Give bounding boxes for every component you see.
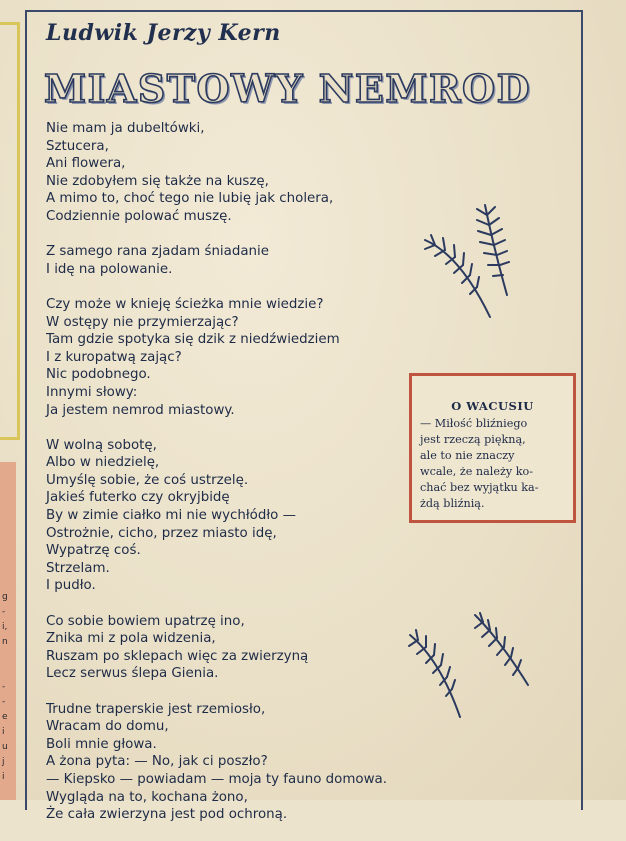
poem-line: Wracam do domu, <box>46 719 169 735</box>
poem-stanza <box>46 243 426 278</box>
margin-fragment: - <box>2 682 6 692</box>
margin-fragment <box>2 665 14 680</box>
margin-fragment: i, <box>2 622 8 632</box>
poem-line: Czy może w knieję ścieżka mnie wiedzie? <box>46 296 324 312</box>
adjacent-page-yellow-frame <box>0 22 20 440</box>
poem-stanza <box>46 437 426 595</box>
poem-line: Wypatrzę coś. <box>46 543 141 559</box>
sidebar-box-o-wacusiu <box>409 373 576 523</box>
poem-line: Ani flowera, <box>46 156 126 172</box>
margin-fragment: u <box>2 742 8 752</box>
poem-line: A żona pyta: — No, jak ci poszło? <box>46 754 268 770</box>
sidebar-box-line: — Miłość bliźniego <box>420 417 528 430</box>
poem-line: Nic podobnego. <box>46 367 151 383</box>
poem-line: Tam gdzie spotyka się dzik z niedźwiedziem <box>46 332 340 348</box>
sidebar-box-title: O WACUSIU <box>451 399 534 413</box>
poem-line: Nie mam ja dubeltówki, <box>46 121 205 136</box>
poem-line: Trudne traperskie jest rzemiosło, <box>46 701 266 717</box>
poem-stanza <box>46 701 426 824</box>
margin-fragment: n <box>2 637 8 647</box>
sidebar-box-line: jest rzeczą piękną, <box>420 433 526 446</box>
poem-line: W ostępy nie przymierzając? <box>46 314 239 330</box>
poem-line: I pudło. <box>46 578 96 594</box>
author-name: Ludwik Jerzy Kern <box>46 20 281 46</box>
poem-line: Ja jestem nemrod miastowy. <box>46 402 235 418</box>
poem-line: Lecz serwus ślepa Gienia. <box>46 666 219 682</box>
poem-line: By w zimie ciałko mi nie wychłódło — <box>46 508 296 524</box>
poem-line: Albo w niedzielę, <box>46 455 160 471</box>
margin-fragment: j <box>2 757 5 767</box>
margin-fragment: i <box>2 727 5 737</box>
poem-title: MIASTOWY NEMROD <box>44 66 532 111</box>
margin-fragment: e <box>2 712 8 722</box>
margin-fragment: - <box>2 697 6 707</box>
poem-line: Nie zdobyłem się także na kuszę, <box>46 173 269 189</box>
poem-line: I z kuropatwą zając? <box>46 349 182 365</box>
poem-line: Ruszam po sklepach więc za zwierzyną <box>46 648 309 664</box>
poem-line: Sztucera, <box>46 138 109 154</box>
margin-fragment: g <box>2 592 8 602</box>
poem-line: Innymi słowy: <box>46 384 138 400</box>
poem-line: Co sobie bowiem upatrzę ino, <box>46 613 245 629</box>
fern-illustration-bottom-icon <box>400 605 540 720</box>
fern-illustration-top-icon <box>415 195 525 325</box>
sidebar-box-line: ale to nie znaczy <box>420 449 515 462</box>
poem-line: I idę na polowanie. <box>46 261 173 277</box>
poem-line: Umyślę sobie, że coś ustrzelę. <box>46 472 249 488</box>
poem-stanza <box>46 296 426 419</box>
poem-line: Z samego rana zjadam śniadanie <box>46 244 270 260</box>
sidebar-box-line: wcale, że należy ko- <box>420 465 534 478</box>
poem-line: Boli mnie głowa. <box>46 736 157 752</box>
margin-fragment <box>2 650 14 665</box>
poem-line: Że cała zwierzyna jest pod ochroną. <box>46 807 288 823</box>
poem-line: Wygląda na to, kochana żono, <box>46 789 248 805</box>
sidebar-box-line: chać bez wyjątku ka- <box>420 481 539 494</box>
sidebar-box-line: żdą bliźnią. <box>420 497 485 510</box>
margin-fragment: i <box>2 772 5 782</box>
poem-line: Jakieś futerko czy okryjbidę <box>46 490 230 506</box>
adjacent-page-text-fragments <box>2 590 14 785</box>
margin-fragment: - <box>2 607 6 617</box>
poem-line: — Kiepsko — powiadam — moja ty fauno domowa. <box>46 771 387 787</box>
poem-stanza <box>46 120 426 226</box>
poem-line: Znika mi z pola widzenia, <box>46 631 216 647</box>
poem-body <box>46 120 426 841</box>
poem-line: A mimo to, choć tego nie lubię jak cholera, <box>46 191 334 207</box>
poem-line: Strzelam. <box>46 560 110 576</box>
poem-line: W wolną sobotę, <box>46 437 157 453</box>
poem-line: Ostrożnie, cicho, przez miasto idę, <box>46 525 277 541</box>
poem-stanza <box>46 613 426 683</box>
poem-line: Codziennie polować muszę. <box>46 208 232 224</box>
